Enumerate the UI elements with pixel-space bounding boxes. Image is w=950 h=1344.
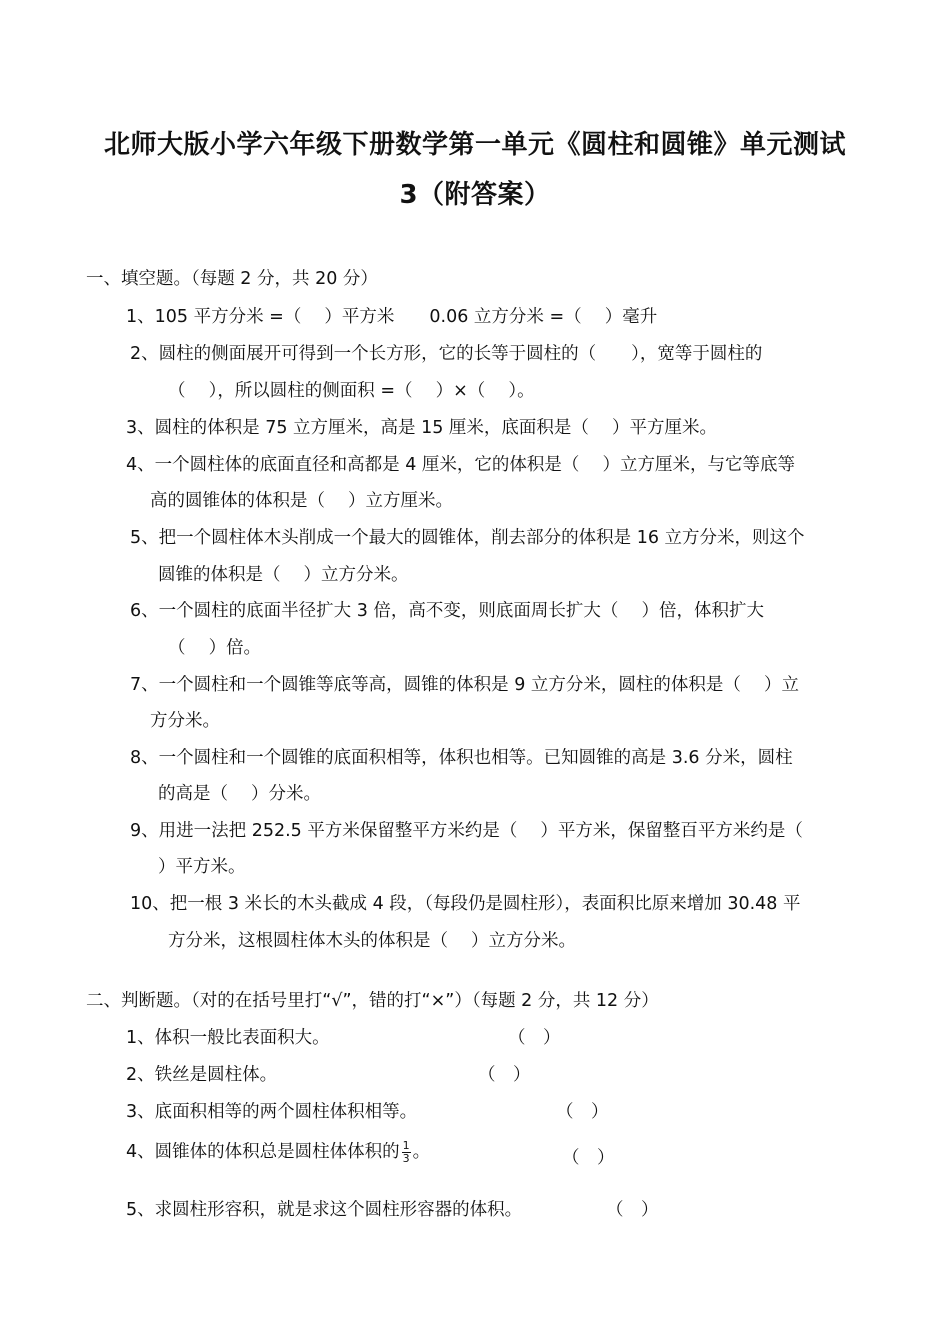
question-line: 8、一个圆柱和一个圆锥的底面积相等，体积也相等。已知圆锥的高是 3.6 分米，圆柱 [130, 748, 793, 768]
answer-paren: （ ） [508, 1028, 561, 1048]
judgment-item: 5、求圆柱形容积，就是求这个圆柱形容器的体积。 [126, 1200, 523, 1220]
question-line: 6、一个圆柱的底面半径扩大 3 倍，高不变，则底面周长扩大（ ）倍，体积扩大 [130, 601, 764, 621]
page-title: 北师大版小学六年级下册数学第一单元《圆柱和圆锥》单元测试 [103, 130, 846, 160]
judgment-item [126, 1138, 430, 1165]
question-line: 的高是（ ）分米。 [158, 784, 322, 804]
answer-paren: （ ） [478, 1065, 531, 1085]
question-line: 10、把一根 3 米长的木头截成 4 段，（每段仍是圆柱形），表面积比原来增加 30.48 平 [130, 894, 801, 914]
page-title-line2: 3（附答案） [399, 180, 551, 210]
fraction-numerator: 1 [402, 1138, 410, 1152]
question-line: 高的圆锥体的体积是（ ）立方厘米。 [150, 491, 454, 511]
question-line: 5、把一个圆柱体木头削成一个最大的圆锥体，削去部分的体积是 16 立方分米，则这个 [130, 528, 805, 548]
judgment-item: 3、底面积相等的两个圆柱体积相等。 [126, 1102, 418, 1122]
question-line: 4、一个圆柱体的底面直径和高都是 4 厘米，它的体积是（ ）立方厘米，与它等底等 [126, 455, 795, 475]
judgment-item: 1、体积一般比表面积大。 [126, 1028, 330, 1048]
fraction-denominator: 3 [402, 1151, 410, 1165]
question-line: 1、105 平方分米 =（ ）平方米 0.06 立方分米 =（ ）毫升 [126, 307, 658, 327]
judgment-item: 2、铁丝是圆柱体。 [126, 1065, 278, 1085]
answer-paren: （ ） [606, 1200, 659, 1220]
answer-paren: （ ） [562, 1148, 615, 1168]
judgment-item-text-end: 。 [412, 1142, 431, 1162]
question-line: 9、用进一法把 252.5 平方米保留整平方米约是（ ）平方米，保留整百平方米约是（ [130, 821, 803, 841]
section1-heading: 一、填空题。（每题 2 分，共 20 分） [86, 269, 378, 289]
question-line: （ ），所以圆柱的侧面积 =（ ）×（ ）。 [168, 381, 535, 401]
question-line: 7、一个圆柱和一个圆锥等底等高，圆锥的体积是 9 立方分米，圆柱的体积是（ ）立 [130, 675, 799, 695]
question-line: 方分米，这根圆柱体木头的体积是（ ）立方分米。 [168, 931, 577, 951]
question-line: （ ）倍。 [168, 638, 262, 658]
question-line: 圆锥的体积是（ ）立方分米。 [158, 565, 409, 585]
question-line: 方分米。 [150, 711, 220, 731]
question-line: 2、圆柱的侧面展开可得到一个长方形，它的长等于圆柱的（ ），宽等于圆柱的 [130, 344, 763, 364]
judgment-item-text: 4、圆锥体的体积总是圆柱体体积的 [126, 1142, 400, 1162]
question-line: ）平方米。 [158, 857, 246, 877]
answer-paren: （ ） [556, 1102, 609, 1122]
question-line: 3、圆柱的体积是 75 立方厘米，高是 15 厘米，底面积是（ ）平方厘米。 [126, 418, 717, 438]
fraction [402, 1140, 411, 1165]
section2-heading: 二、判断题。（对的在括号里打“√”，错的打“×”）（每题 2 分，共 12 分） [86, 991, 659, 1011]
